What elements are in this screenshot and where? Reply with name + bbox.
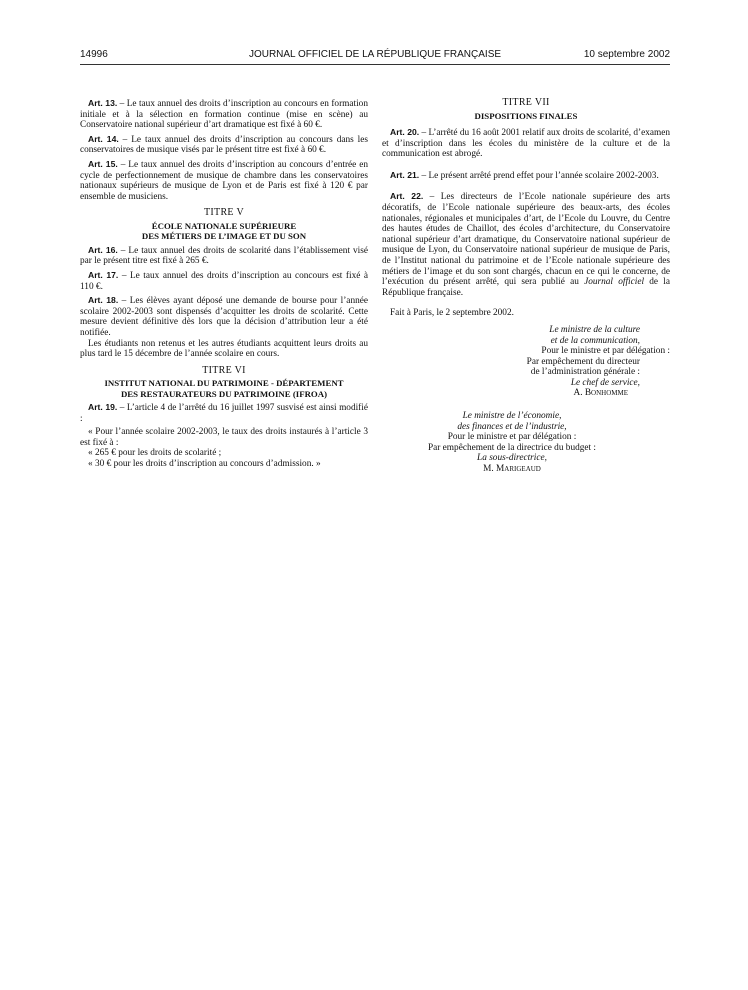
- issue-date: 10 septembre 2002: [583, 49, 670, 60]
- article-22: [382, 191, 670, 298]
- article-label: Art. 22.: [390, 191, 424, 202]
- article-14: [80, 134, 368, 156]
- article-text: – Le taux annuel des droits de scolarité dans l’établissement visé par le présent titre est fixé à 265 €.: [80, 245, 368, 267]
- article-18-paragraph: Les étudiants non retenus et les autres étudiants acquittent leurs droits au plus tard le 15 décembre de l’année scolaire en cours.: [80, 338, 368, 360]
- signature-line: Par empêchement de la directrice du budget :: [427, 442, 597, 453]
- signature-line: Le ministre de la culture: [549, 324, 640, 335]
- article-text: – L’article 4 de l’arrêté du 16 juillet 1997 susvisé est ainsi modifié :: [80, 403, 368, 424]
- left-column: [80, 98, 368, 473]
- journal-title: JOURNAL OFFICIEL DE LA RÉPUBLIQUE FRANÇAISE: [248, 49, 502, 60]
- article-label: Art. 14.: [88, 133, 119, 144]
- subtitle-line: ÉCOLE NATIONALE SUPÉRIEURE: [151, 220, 297, 231]
- signature-line: Pour le ministre et par délégation :: [541, 346, 670, 357]
- article-19: [80, 402, 368, 424]
- article-19-quote: « 30 € pour les droits d’inscription au concours d’admission. »: [88, 459, 321, 470]
- article-text: de la République française.: [382, 277, 670, 298]
- titre-vi-heading: TITRE VI: [202, 364, 246, 376]
- article-19-quote: « 265 € pour les droits de scolarité ;: [88, 448, 222, 459]
- signature-line: Pour le ministre et par délégation :: [447, 432, 577, 443]
- subtitle-line: DES MÉTIERS DE L’IMAGE ET DU SON: [141, 231, 307, 242]
- article-13: [80, 98, 368, 131]
- article-text: – Le taux annuel des droits d’inscription au concours d’entrée en cycle de perfectionnement de musique de chambre dans les conservatoires nationaux supérieurs de musique de Lyon et de Paris est fixé à 120 € par ensemble de musiciens.: [80, 159, 369, 202]
- subtitle-line: DES RESTAURATEURS DU PATRIMOINE (IFROA): [120, 388, 328, 399]
- signature-line: La sous-directrice,: [477, 453, 547, 464]
- article-text: – Le taux annuel des droits d’inscription au concours dans les conservatoires de musique visés par le présent titre est fixé à 60 €.: [80, 134, 369, 156]
- signature-line: des finances et de l’industrie,: [457, 421, 567, 432]
- article-label: Art. 16.: [88, 244, 118, 255]
- article-label: Art. 21.: [390, 169, 420, 180]
- article-16: [80, 245, 368, 267]
- subtitle-line: INSTITUT NATIONAL DU PATRIMOINE - DÉPARTEMENT: [104, 378, 344, 389]
- article-19-quote: « Pour l’année scolaire 2002-2003, le taux des droits instaurés à l’article 3 est fixé à :: [80, 427, 368, 448]
- titre-vii-heading: TITRE VII: [502, 97, 550, 108]
- article-label: Art. 20.: [390, 127, 420, 137]
- article-text: – Le taux annuel des droits d’inscription au concours est fixé à 110 €.: [80, 270, 368, 292]
- right-column: [382, 98, 670, 475]
- signatory-name: A. Bonhomme: [573, 388, 628, 399]
- article-21: [382, 170, 670, 182]
- fait-a-paris: Fait à Paris, le 2 septembre 2002.: [390, 308, 514, 319]
- signature-line: Par empêchement du directeur: [526, 356, 640, 367]
- article-label: Art. 17.: [88, 269, 119, 280]
- signature-line: Le chef de service,: [570, 377, 640, 388]
- titre-v-heading: TITRE V: [204, 207, 244, 219]
- signature-block-economie: [382, 411, 642, 475]
- article-label: Art. 19.: [88, 402, 118, 413]
- journal-officiel-ref: Journal officiel: [584, 277, 645, 288]
- article-18: [80, 295, 368, 338]
- page-number: 14996: [80, 49, 108, 60]
- article-text: – Les élèves ayant déposé une demande de bourse pour l’année scolaire 2002-2003 sont dispensés d’acquitter les droits de scolarité. Cette mesure devient définitive dès lors que la décision d’attribution leur a été notifiée.: [80, 296, 368, 338]
- article-15: [80, 159, 368, 202]
- signature-block-culture: [382, 324, 670, 399]
- article-17: [80, 270, 368, 292]
- article-text: – Le présent arrêté prend effet pour l’année scolaire 2002-2003.: [419, 170, 659, 181]
- titre-vii-subtitle: DISPOSITIONS FINALES: [474, 110, 578, 121]
- signature-line: et de la communication,: [550, 335, 640, 346]
- titre-vi-subtitle: [80, 378, 368, 399]
- header-rule: [80, 64, 670, 65]
- article-label: Art. 13.: [88, 98, 118, 108]
- article-text: – Les directeurs de l’Ecole nationale supérieure des arts décoratifs, de l’Ecole nationale supérieure des beaux-arts, des écoles nationales, régionales et municipales d’art, de l’Ecole du Louvre, du Centre des hautes études de Chaillot, des écoles d’architecture, du Conservatoire national supérieur d’art dramatique, du Conservatoire national supérieur de musique de Lyon, du Conservatoire national supérieur de musique de Paris, de l’Institut national du patrimoine et de l’Ecole nationale supérieure des métiers de l’image et du son sont chargés, chacun en ce qui le concerne, de l’exécution du présent arrêté, qui sera publié au: [382, 192, 670, 288]
- titre-v-subtitle: [80, 221, 368, 242]
- signatory-name: M. Marigeaud: [483, 464, 541, 475]
- article-20: [382, 127, 670, 160]
- signature-line: Le ministre de l’économie,: [462, 411, 562, 422]
- article-text: – L’arrêté du 16 août 2001 relatif aux droits de scolarité, d’examen et d’inscription dans les écoles du ministère de la culture et de la communication est abrogé.: [382, 128, 670, 160]
- signature-line: de l’administration générale :: [530, 367, 640, 378]
- article-label: Art. 15.: [88, 158, 118, 169]
- article-label: Art. 18.: [88, 295, 119, 306]
- article-text: – Le taux annuel des droits d’inscription au concours en formation initiale et à la sélection en formation continue (mise en scène) au Conservatoire national supérieur d’art dramatique est fixé à 60 €.: [80, 99, 368, 131]
